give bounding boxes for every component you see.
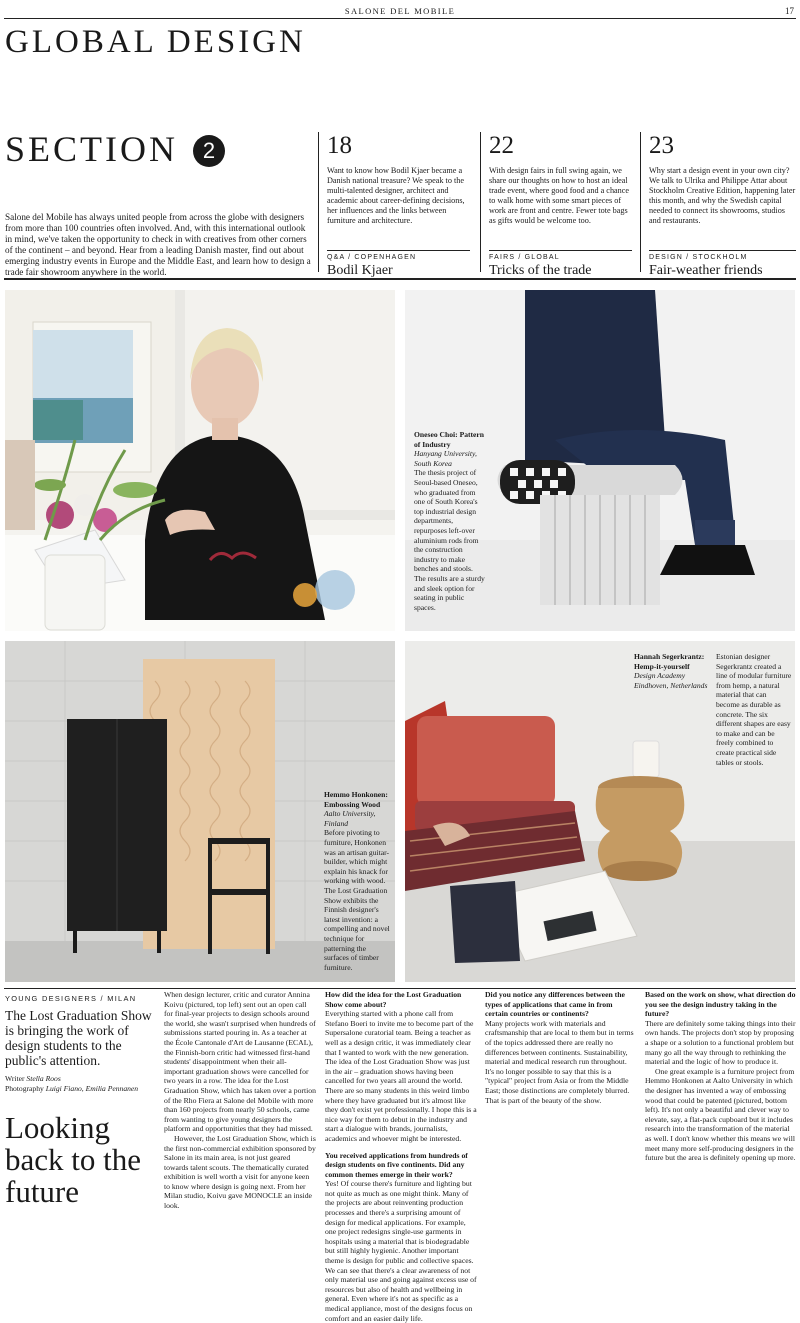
toc-title: Fair-weather friends bbox=[649, 263, 763, 278]
caption-institution: Design Academy Eindhoven, Netherlands bbox=[634, 671, 708, 690]
article-column-4 bbox=[645, 990, 797, 1206]
section-number-badge: 2 bbox=[193, 135, 225, 167]
photographer-names: Luigi Fiano, Emilia Pennanen bbox=[45, 1083, 139, 1093]
writer-name: Stella Roos bbox=[26, 1074, 61, 1083]
page-number: 17 bbox=[785, 6, 794, 16]
article-headline: Looking back to the future bbox=[5, 1110, 142, 1209]
photography-label: Photography bbox=[5, 1083, 44, 1093]
caption-institution: Hanyang University, South Korea bbox=[414, 449, 477, 468]
interview-question: How did the idea for the Lost Graduation Show come about? bbox=[325, 990, 462, 1009]
section-rule bbox=[4, 278, 796, 280]
article-rule bbox=[4, 988, 796, 989]
toc-description: Want to know how Bodil Kjaer became a Danish national treasure? We speak to the multi-talented designer, architect and academic about career-defining decisions, her influences and the links between furniture and architecture. bbox=[327, 166, 465, 225]
interview-answer: Many projects work with materials and craftsmanship that are local to them but in terms of the topics addressed there are really no differences between continents. Sustainability, material and medical research run throughout. It's no longer possible to say that this is a "typical" project from Asia or from the Middle East; those distinctions are completely blurred. That is part of the beauty of the show. bbox=[485, 1018, 634, 1105]
top-rule bbox=[4, 18, 796, 19]
caption-text: The thesis project of Seoul-based Oneseo, who graduated from one of South Korea's top industrial design departments, repurposes left-over aluminium rods from the construction industry to make benches and stools. The results are a sturdy and sleek option for seating in public spaces. bbox=[414, 468, 485, 612]
caption-institution: Aalto University, Finland bbox=[324, 809, 376, 828]
interview-answer: There are definitely some taking things into their own hands. The projects don't stop by proposing a shape or a solution to a functional problem but many go all the way through to rethinking the material and the logic of how to produce it. bbox=[645, 1018, 796, 1067]
interview-question: Did you notice any differences between the types of applications that came in from certain countries or continents? bbox=[485, 990, 625, 1019]
article-paragraph: However, the Lost Graduation Show, which is the first non-commercial exhibition sponsored by Salone in its main area, is not just geared towards talent scouts. The thematically curated exhibition is well worth a visit for anyone keen to know where design is going next. From her Milan studio, Koivu gave MONOCLE an inside look. bbox=[164, 1133, 316, 1211]
article-credits bbox=[5, 1074, 155, 1093]
section-title: SECTION bbox=[5, 129, 178, 169]
caption-hemmo-honkonen bbox=[324, 790, 390, 972]
caption-title: Hemmo Honkonen: Embossing Wood bbox=[324, 790, 388, 809]
article-paragraph: When design lecturer, critic and curator Annina Koivu (pictured, top left) sent out an open call for final-year projects to design schools around the world, she wasn't surprised when hundreds of submissions started pouring in. As a teacher at the École Cantonale d'Art de Lausanne (ECAL), the Finnish-born critic had witnessed first-hand students' disappointment when their all-important graduation shows were cancelled for two years in a row. The idea for the Lost Graduation Show, which has taken over a portion of the Rho Fiera at Salone del Mobile with more than 160 projects from nearly 50 schools, came from wanting to give young designers the platform and opportunities that they had missed. bbox=[164, 990, 316, 1134]
toc-kicker: FAIRS / GLOBAL bbox=[489, 254, 560, 261]
page-title: GLOBAL DESIGN bbox=[5, 24, 306, 60]
toc-page-number: 23 bbox=[649, 132, 674, 159]
toc-description: With design fairs in full swing again, we share our thoughts on how to host an ideal trade event, where good food and a chance to walk home with some smart pieces of work are front and centre. Fewer tote bags as gifts would be welcome too. bbox=[489, 166, 630, 225]
toc-divider bbox=[489, 250, 632, 251]
toc-kicker: DESIGN / STOCKHOLM bbox=[649, 254, 748, 261]
caption-hannah-text: Estonian designer Segerkrantz created a line of modular furniture from hemp, a natural material that can become as durable as concrete. The six different shapes are easy to make and can be freely combined to create practical side tables or stools. bbox=[716, 652, 792, 767]
toc-entry-tricks-of-the-trade[interactable] bbox=[480, 132, 632, 278]
toc-divider bbox=[649, 250, 796, 251]
toc-page-number: 18 bbox=[327, 132, 352, 159]
writer-label: Writer bbox=[5, 1074, 25, 1083]
interview-question: You received applications from hundreds of design students on five continents. Did any common themes emerge in their work? bbox=[325, 1150, 468, 1179]
toc-page-number: 22 bbox=[489, 132, 514, 159]
toc-entry-bodil-kjaer[interactable] bbox=[318, 132, 470, 278]
toc-title: Tricks of the trade bbox=[489, 263, 592, 278]
article-kicker: YOUNG DESIGNERS / MILAN bbox=[5, 994, 137, 1003]
toc-divider bbox=[327, 250, 470, 251]
photo-curator-at-desk bbox=[5, 290, 395, 631]
interview-answer: One great example is a furniture project from Hemmo Honkonen at Aalto University in which the designer has invented a way of embossing wood that could be patented (pictured, bottom left). It's not only a beautiful and clever way to elevate, say, a flat-pack cupboard but it includes research into the transformation of the material as well. I don't know whether this means we will meet many more self-producing designers in the future but the area is definitely opening up more. bbox=[645, 1066, 796, 1163]
interview-answer: Everything started with a phone call from Stefano Boeri to invite me to become part of the Supersalone curatorial team. Being a teacher as well as a design critic, it was immediately clear that I wanted to work with the new generation. The idea of the Lost Graduation Show was just in the air – graduation shows having been cancelled for two years all around the world. There are so many students in this weird limbo where they have graduated but it's almost like they don't exist yet professionally. I hope this is a nice way for them to debut in the industry and start a dialogue with brands, journalists, academics and whoever might be interested. bbox=[325, 1009, 477, 1143]
article-column-3 bbox=[485, 990, 637, 1206]
caption-text: Before pivoting to furniture, Honkonen was an artisan guitar-builder, which might explain his knack for working with wood. The Lost Graduation Show exhibits the Finnish designer's latest invention: a compelling and novel technique for patterning the surfaces of timber furniture. bbox=[324, 828, 390, 972]
interview-answer: Yes! Of course there's furniture and lighting but not quite as much as one might think. Many of the projects are about reinventing production processes and there's a surprising amount of design for medical applications. For example, one project redesigns single-use garments in hospitals using a material that is biodegradable but still highly hygienic. Another important theme is design for public and collective spaces. We can see that there's a clear awareness of not only material use and going against excess use of resources but also of health and wellbeing in general. Even where it's not as specific as a medical appliance, most of the designs focus on comfort and an easier daily life. bbox=[325, 1179, 477, 1323]
photo-curator-illustration bbox=[5, 290, 395, 631]
article-column-1 bbox=[164, 990, 316, 1211]
section-intro: Salone del Mobile has always united people from across the globe with designers from more than 100 countries often involved. And, with this international outlook in mind, we've taken the opportunity to check in with creatives from other corners of the continent – and beyond. Hear from a leading Danish master, find out about emerging industry events in Europe and the Middle East, and learn how to design a trade fair showroom anywhere in the world. bbox=[5, 212, 311, 277]
caption-title: Hannah Segerkrantz: Hemp-it-yourself bbox=[634, 652, 705, 671]
toc-description: Why start a design event in your own city? We talk to Ulrika and Philippe Attar about Stockholm Creative Edition, happening later this month, and why the Swedish capital needed to connect its showrooms, studios and restaurants. bbox=[649, 166, 796, 225]
caption-title: Oneseo Choi: Pattern of Industry bbox=[414, 430, 485, 449]
interview-question: Based on the work on show, what direction do you see the design industry taking in the future? bbox=[645, 990, 796, 1019]
caption-hannah-segerkrantz bbox=[634, 652, 708, 690]
toc-title: Bodil Kjaer bbox=[327, 263, 393, 278]
article-column-2 bbox=[325, 990, 477, 1323]
caption-oneseo-choi bbox=[414, 430, 486, 612]
toc-entry-fair-weather-friends[interactable] bbox=[640, 132, 796, 278]
publication-name: SALONE DEL MOBILE bbox=[344, 6, 456, 16]
article-deck: The Lost Graduation Show is bringing the work of design students to the public's attention. bbox=[5, 1008, 152, 1068]
toc-kicker: Q&A / COPENHAGEN bbox=[327, 254, 417, 261]
